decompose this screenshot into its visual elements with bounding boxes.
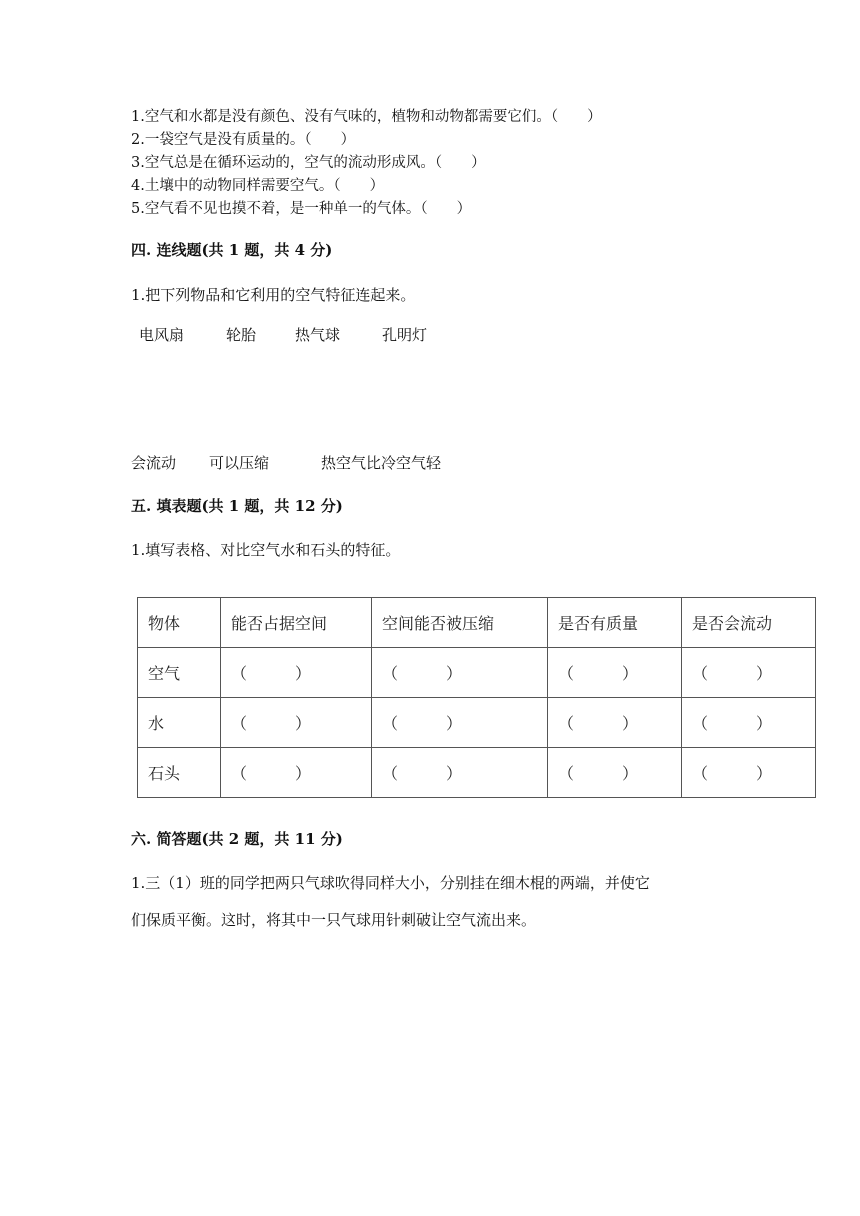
section-6-question-line-1: 1.三（1）班的同学把两只气球吹得同样大小，分别挂在细木棍的两端，并使它: [131, 874, 650, 892]
table-header-row: [138, 598, 816, 648]
table-cell: （ ）: [372, 748, 548, 798]
table-cell: （ ）: [548, 748, 682, 798]
table-cell: （ ）: [372, 698, 548, 748]
matching-feature-3: 热空气比冷空气轻: [321, 454, 442, 472]
matching-feature-2: 可以压缩: [209, 454, 270, 472]
section-5-heading: 五. 填表题(共 1 题，共 12 分): [131, 497, 343, 515]
table-header-cell: 能否占据空间: [221, 598, 372, 648]
table-cell: （ ）: [221, 698, 372, 748]
table-cell: （ ）: [682, 698, 816, 748]
table-cell: （ ）: [221, 748, 372, 798]
matching-item-1: 电风扇: [139, 326, 185, 344]
judge-item-2: 2.一袋空气是没有质量的。（ ）: [131, 132, 356, 148]
section-5-question: 1.填写表格、对比空气水和石头的特征。: [131, 541, 401, 559]
table-cell: （ ）: [682, 648, 816, 698]
section-4-question: 1.把下列物品和它利用的空气特征连起来。: [131, 286, 416, 304]
table-row: [138, 648, 816, 698]
comparison-table: [137, 597, 816, 798]
judge-item-4: 4.土壤中的动物同样需要空气。（ ）: [131, 178, 385, 194]
table-cell: （ ）: [548, 648, 682, 698]
section-4-heading: 四. 连线题(共 1 题，共 4 分): [131, 241, 333, 259]
section-6-heading: 六. 简答题(共 2 题，共 11 分): [131, 830, 343, 848]
table-cell: （ ）: [221, 648, 372, 698]
judge-item-3: 3.空气总是在循环运动的，空气的流动形成风。（ ）: [131, 155, 486, 171]
table-cell: 水: [138, 698, 221, 748]
matching-item-3: 热气球: [295, 326, 341, 344]
table-header-cell: 物体: [138, 598, 221, 648]
matching-item-2: 轮胎: [226, 326, 257, 344]
table-header-cell: 空间能否被压缩: [372, 598, 548, 648]
table-cell: （ ）: [682, 748, 816, 798]
table-row: [138, 748, 816, 798]
judge-item-5: 5.空气看不见也摸不着，是一种单一的气体。（ ）: [131, 201, 472, 217]
table-cell: （ ）: [372, 648, 548, 698]
table-cell: 石头: [138, 748, 221, 798]
matching-item-4: 孔明灯: [382, 326, 428, 344]
table-header-cell: 是否有质量: [548, 598, 682, 648]
table-cell: 空气: [138, 648, 221, 698]
judge-item-1: 1.空气和水都是没有颜色、没有气味的，植物和动物都需要它们。（ ）: [131, 109, 602, 125]
matching-feature-1: 会流动: [131, 454, 177, 472]
table-cell: （ ）: [548, 698, 682, 748]
table-row: [138, 698, 816, 748]
table-header-cell: 是否会流动: [682, 598, 816, 648]
section-6-question-line-2: 们保质平衡。这时，将其中一只气球用针刺破让空气流出来。: [131, 911, 537, 929]
